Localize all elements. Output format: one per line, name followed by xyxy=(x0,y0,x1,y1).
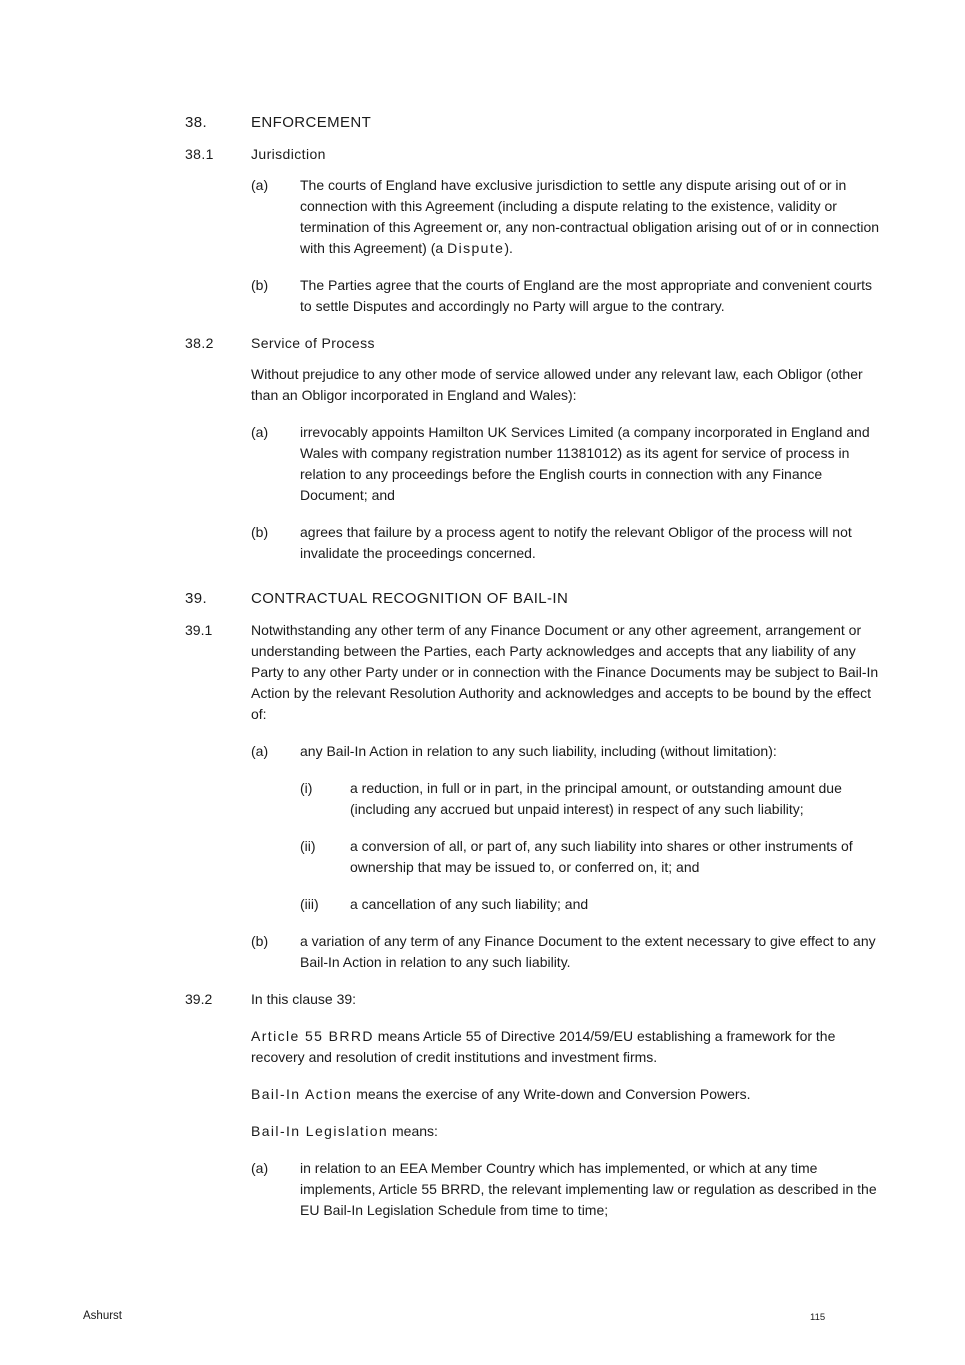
clause-text: In this clause 39: xyxy=(251,991,357,1007)
clause-number: 39.1 xyxy=(185,622,213,638)
section-number: 38. xyxy=(185,114,208,131)
list-item-text xyxy=(300,175,885,259)
definition-bail-in-legislation xyxy=(251,1121,885,1142)
list-item-38-2-b xyxy=(251,522,885,564)
defined-term: Bail-In Legislation xyxy=(251,1123,389,1139)
list-item-bail-in-legislation-a xyxy=(251,1158,885,1221)
list-item-text: in relation to an EEA Member Country which has implemented, or which at any time implements, Article 55 BRRD, the relevant implementing law or regulation as described in the EU Bail-In Legislation Schedule from time to time; xyxy=(300,1160,877,1218)
section-number: 39. xyxy=(185,590,208,607)
list-item-text: a cancellation of any such liability; and xyxy=(350,896,589,912)
list-marker: (a) xyxy=(251,177,269,193)
subsection-title: Jurisdiction xyxy=(251,146,326,162)
list-item-39-1-a-ii xyxy=(300,836,885,878)
clause-39-2 xyxy=(185,989,885,1010)
list-item-39-1-b xyxy=(251,931,885,973)
section-39-heading xyxy=(185,588,885,609)
list-marker: (ii) xyxy=(300,838,316,854)
definition-text: means: xyxy=(388,1123,438,1139)
list-item-38-2-a xyxy=(251,422,885,506)
list-item-39-1-a-i xyxy=(300,778,885,820)
clause-text: Notwithstanding any other term of any Finance Document or any other agreement, arrangement or understanding between the Parties, each Party acknowledges and accepts that any liability of any Party to any other Party under or in connection with the Finance Documents may be subject to Bail-In Action by the relevant Resolution Authority and acknowledges and accepts to be bound by the effect of: xyxy=(251,622,879,722)
definition-text: means the exercise of any Write-down and Conversion Powers. xyxy=(352,1086,751,1102)
defined-term: Article 55 BRRD xyxy=(251,1028,374,1044)
list-marker: (a) xyxy=(251,424,269,440)
subsection-38-1-heading xyxy=(185,144,885,165)
list-item-38-1-a xyxy=(251,175,885,259)
list-item-text: any Bail-In Action in relation to any such liability, including (without limitation): xyxy=(300,743,777,759)
list-item-text: irrevocably appoints Hamilton UK Services Limited (a company incorporated in England and Wales with company registration number 11381012) as its agent for service of process in relation to any proceedings before the English courts in connection with any Finance Document; and xyxy=(300,424,870,503)
list-marker: (a) xyxy=(251,1160,269,1176)
footer-page-number: 115 xyxy=(810,1312,826,1323)
footer-firm-name: Ashurst xyxy=(83,1310,122,1322)
list-item-39-1-a-iii xyxy=(300,894,885,915)
definition-article-55-brrd xyxy=(251,1026,885,1068)
list-marker: (b) xyxy=(251,524,269,540)
paragraph-text: ). xyxy=(504,240,513,256)
paragraph-38-2-intro: Without prejudice to any other mode of service allowed under any relevant law, each Obligor (other than an Obligor incorporated in England and Wales): xyxy=(251,366,863,403)
defined-term: Dispute xyxy=(447,240,505,256)
list-marker: (iii) xyxy=(300,896,319,912)
defined-term: Bail-In Action xyxy=(251,1086,353,1102)
clause-39-1 xyxy=(185,620,885,725)
list-item-text: a conversion of all, or part of, any such liability into shares or other instruments of ownership that may be issued to, or conferred on, it; and xyxy=(350,838,853,875)
list-marker: (i) xyxy=(300,780,313,796)
definition-bail-in-action xyxy=(251,1084,885,1105)
section-38-heading xyxy=(185,112,885,133)
subsection-number: 38.2 xyxy=(185,335,214,351)
subsection-number: 38.1 xyxy=(185,146,214,162)
list-item-text: The Parties agree that the courts of England are the most appropriate and convenient courts to settle Disputes and accordingly no Party will argue to the contrary. xyxy=(300,277,873,314)
subsection-38-2-heading xyxy=(185,333,885,354)
document-body xyxy=(185,112,885,1237)
list-item-text: agrees that failure by a process agent to notify the relevant Obligor of the process will not invalidate the proceedings concerned. xyxy=(300,524,852,561)
paragraph-text: The courts of England have exclusive jurisdiction to settle any dispute arising out of or in connection with this Agreement (including a dispute relating to the existence, validity or termination of this Agreement or, any non-contractual obligation arising out of or in connection with this Agreement) (a xyxy=(300,177,880,256)
list-item-text: a reduction, in full or in part, in the principal amount, or outstanding amount due (including any accrued but unpaid interest) in respect of any such liability; xyxy=(350,780,842,817)
section-title: CONTRACTUAL RECOGNITION OF BAIL-IN xyxy=(251,590,569,607)
list-marker: (a) xyxy=(251,743,269,759)
definition-text: means Article 55 of Directive 2014/59/EU establishing a framework for the recovery and resolution of credit institutions and investment firms. xyxy=(251,1028,836,1065)
list-marker: (b) xyxy=(251,277,269,293)
list-item-39-1-a xyxy=(251,741,885,762)
section-title: ENFORCEMENT xyxy=(251,114,372,131)
clause-number: 39.2 xyxy=(185,991,213,1007)
list-item-text: a variation of any term of any Finance Document to the extent necessary to give effect to any Bail-In Action in relation to any such liability. xyxy=(300,933,876,970)
subsection-title: Service of Process xyxy=(251,335,375,351)
list-marker: (b) xyxy=(251,933,269,949)
list-item-38-1-b xyxy=(251,275,885,317)
